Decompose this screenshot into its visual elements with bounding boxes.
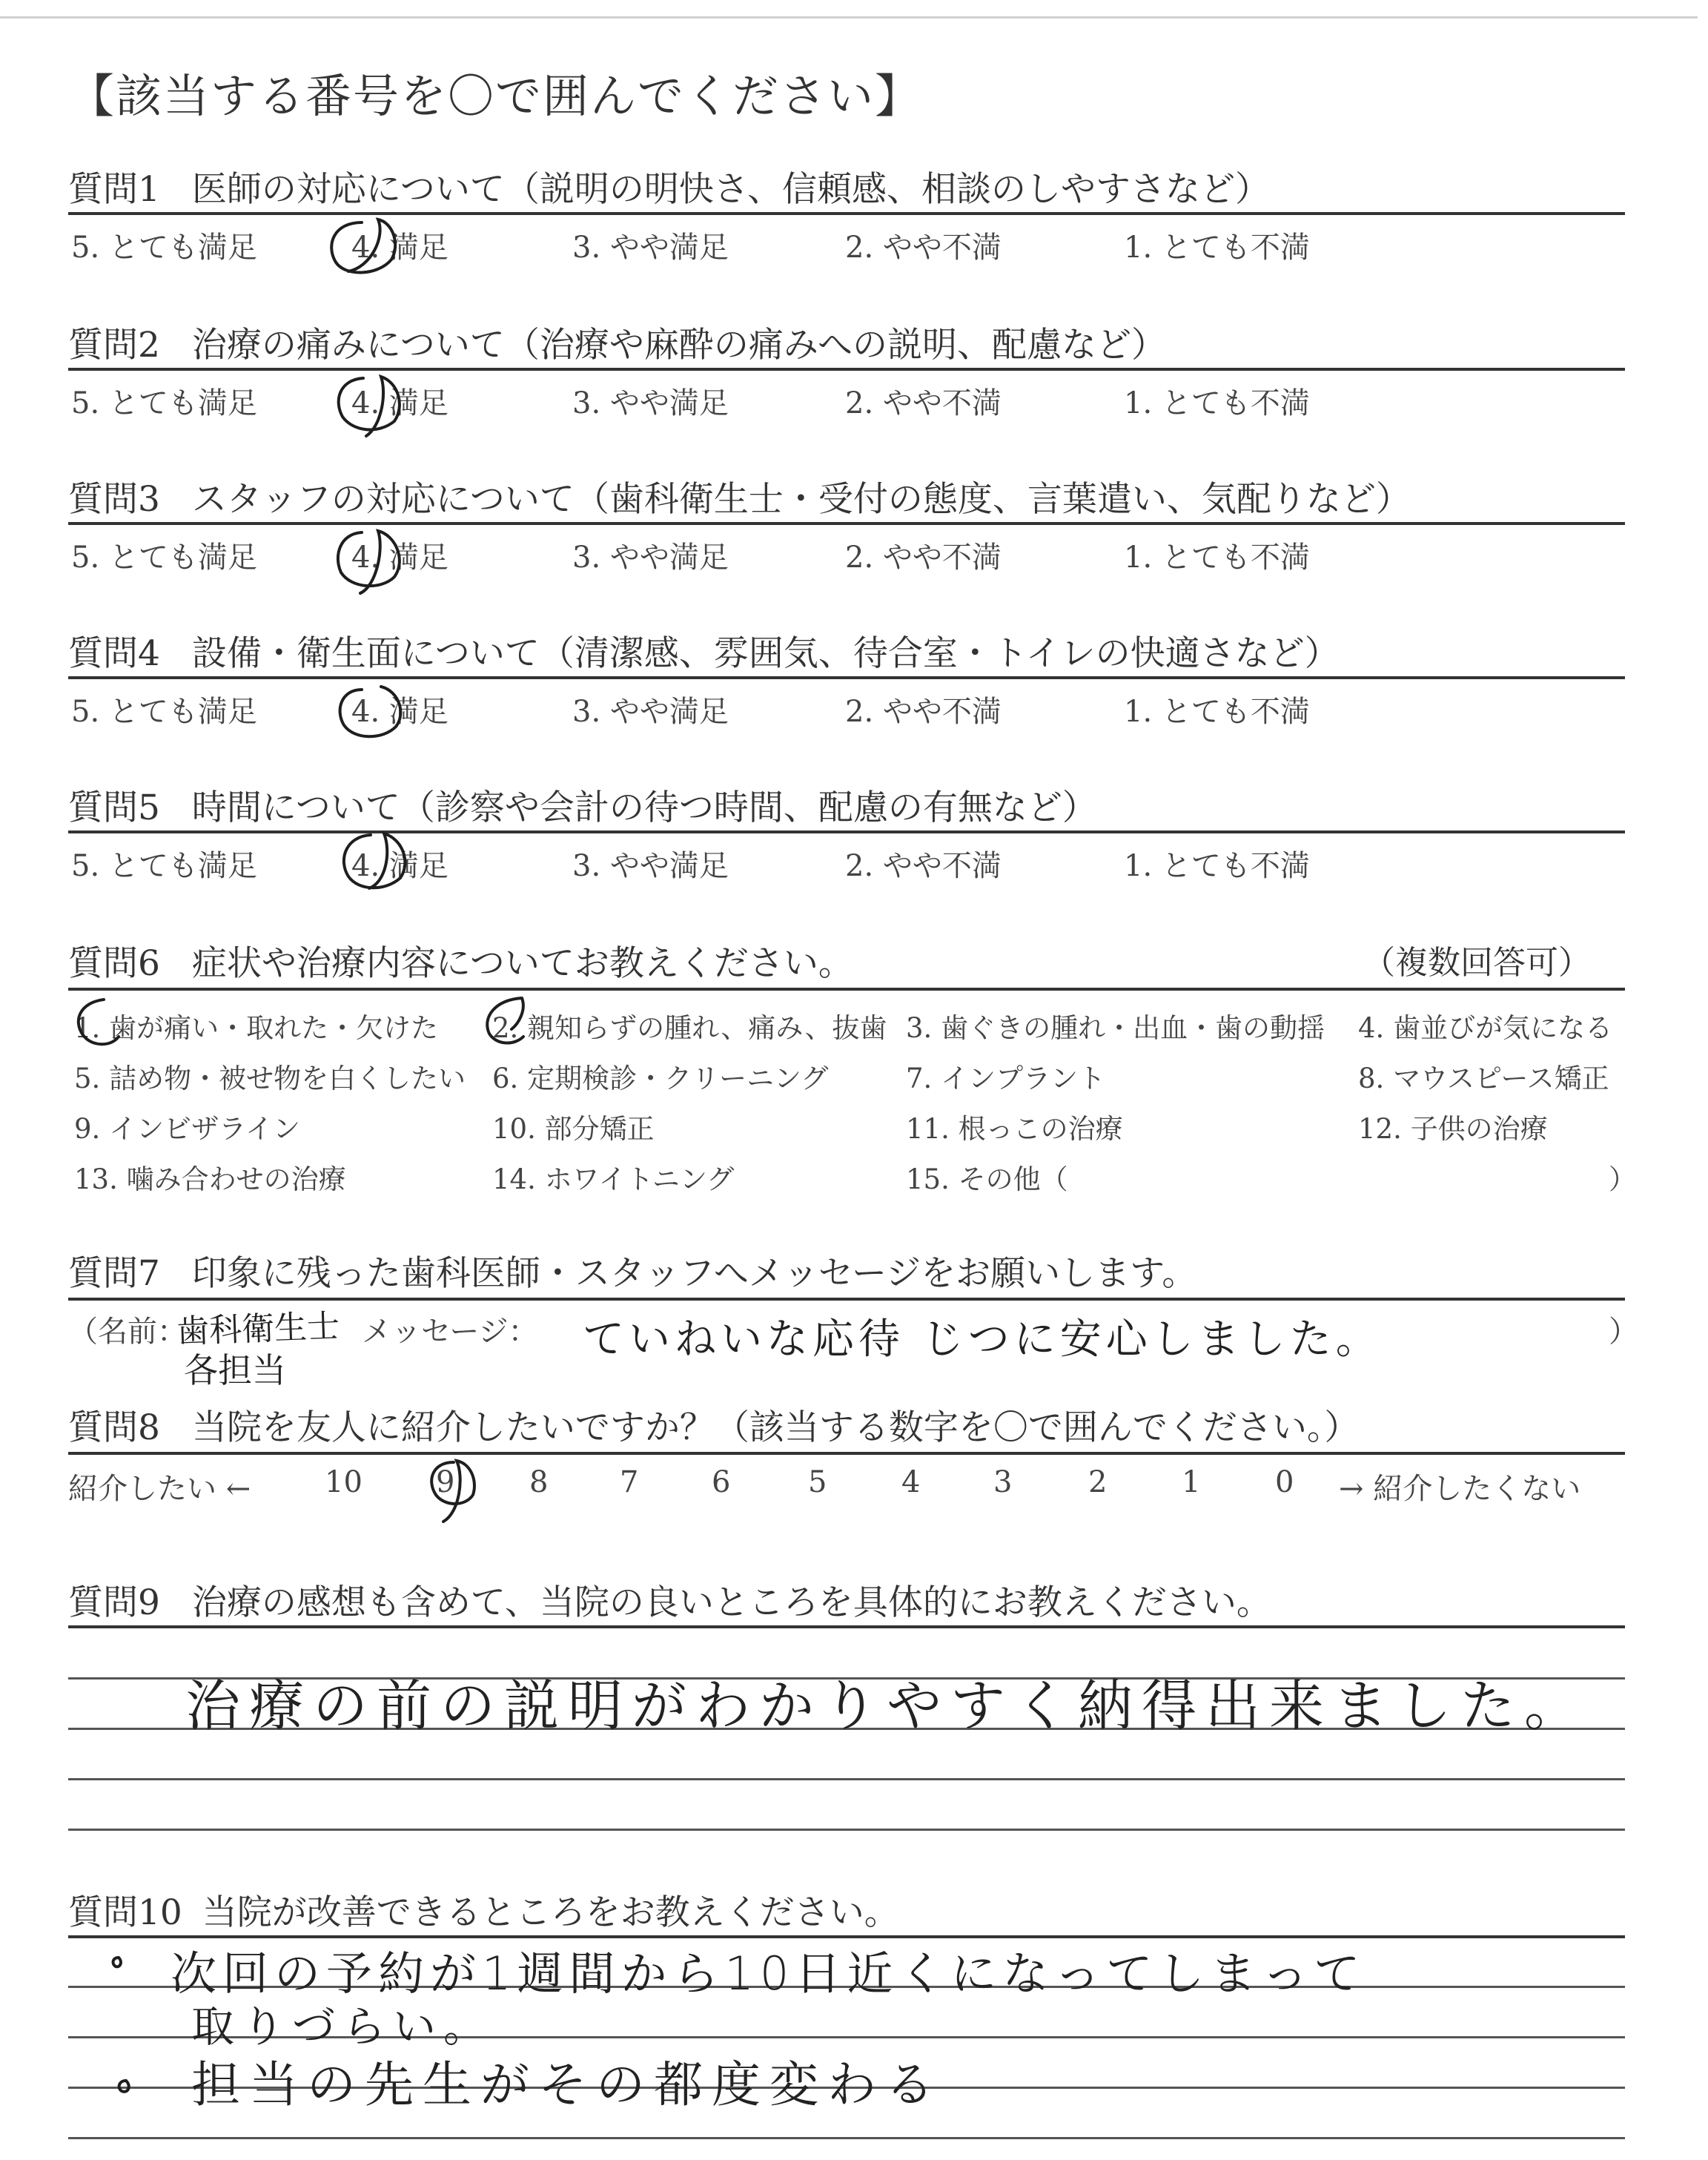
option-13[interactable]: 13. 噛み合わせの治療 <box>74 1163 346 1195</box>
rating-option-3[interactable]: 3. やや満足 <box>572 695 729 729</box>
selection-circle-q6-1 <box>79 1000 119 1044</box>
option-15[interactable]: 15. その他（ <box>906 1163 1068 1195</box>
question-text: 医師の対応について（説明の明快さ、信頼感、相談のしやすさなど） <box>191 169 1271 210</box>
rating-option-1[interactable]: 1. とても不満 <box>1124 541 1310 575</box>
selection-circle-q2 <box>339 377 400 436</box>
scale-left-label: 紹介したい ← <box>68 1472 251 1506</box>
scale-9[interactable]: 9 <box>436 1465 455 1499</box>
handwritten-answer-q10-line1[interactable]: 次回の予約が1週間から10日近くになってしまって <box>171 1946 1366 2001</box>
question-label: 質問1 <box>68 169 160 210</box>
scale-6[interactable]: 6 <box>712 1465 731 1499</box>
rating-option-3[interactable]: 3. やや満足 <box>572 231 729 265</box>
option-4[interactable]: 4. 歯並びが気になる <box>1358 1012 1613 1044</box>
message-close: ） <box>1609 1315 1638 1349</box>
message-label: メッセージ： <box>362 1315 538 1349</box>
rating-option-2[interactable]: 2. やや不満 <box>845 695 1002 729</box>
option-1[interactable]: 1. 歯が痛い・取れた・欠けた <box>74 1012 439 1044</box>
rating-option-1[interactable]: 1. とても不満 <box>1124 849 1310 883</box>
rating-option-5[interactable]: 5. とても満足 <box>71 849 257 883</box>
scale-7[interactable]: 7 <box>620 1465 639 1499</box>
rating-option-2[interactable]: 2. やや不満 <box>845 386 1002 420</box>
rating-option-2[interactable]: 2. やや不満 <box>845 231 1002 265</box>
question-label: 質問7 <box>68 1253 160 1294</box>
option-10[interactable]: 10. 部分矯正 <box>492 1113 655 1145</box>
option-14[interactable]: 14. ホワイトニング <box>492 1163 735 1195</box>
rating-option-5[interactable]: 5. とても満足 <box>71 386 257 420</box>
selection-circle-q6-2 <box>487 998 523 1043</box>
question-label: 質問2 <box>68 325 160 366</box>
scale-0[interactable]: 0 <box>1275 1465 1294 1499</box>
handwritten-name-2[interactable]: 各担当 <box>184 1350 286 1390</box>
question-label: 質問5 <box>68 787 160 828</box>
question-text: 当院が改善できるところをお教えください。 <box>202 1892 899 1933</box>
rating-option-2[interactable]: 2. やや不満 <box>845 541 1002 575</box>
scale-right-label: → 紹介したくない <box>1339 1472 1581 1506</box>
rating-option-5[interactable]: 5. とても満足 <box>71 231 257 265</box>
rating-option-4[interactable]: 4. 満足 <box>351 231 448 265</box>
question-text: 症状や治療内容についてお教えください。 <box>191 943 853 984</box>
page-title: 【該当する番号を〇で囲んでください】 <box>68 69 923 123</box>
question-label: 質問8 <box>68 1407 160 1448</box>
question-text: 印象に残った歯科医師・スタッフへメッセージをお願いします。 <box>191 1253 1197 1294</box>
rating-option-1[interactable]: 1. とても不満 <box>1124 231 1310 265</box>
handwritten-answer-q10-line3[interactable]: 担当の先生がその都度変わる <box>191 2056 943 2113</box>
q10-bullet-1 <box>113 1958 121 1966</box>
q10-bullet-2 <box>119 2081 129 2092</box>
rating-option-1[interactable]: 1. とても不満 <box>1124 386 1310 420</box>
scale-8[interactable]: 8 <box>529 1465 549 1499</box>
question-label: 質問9 <box>68 1582 160 1623</box>
rating-option-4[interactable]: 4. 満足 <box>351 541 448 575</box>
option-15-close: ） <box>1609 1163 1636 1195</box>
scale-10[interactable]: 10 <box>325 1465 363 1499</box>
handwritten-answer-q9[interactable]: 治療の前の説明がわかりやすく納得出来ました。 <box>185 1674 1588 1738</box>
rating-option-5[interactable]: 5. とても満足 <box>71 695 257 729</box>
option-11[interactable]: 11. 根っこの治療 <box>906 1113 1123 1145</box>
rating-option-3[interactable]: 3. やや満足 <box>572 541 729 575</box>
scale-4[interactable]: 4 <box>901 1465 921 1499</box>
handwritten-answer-q10-line2[interactable]: 取りづらい。 <box>191 2001 494 2052</box>
question-text: 治療の痛みについて（治療や麻酔の痛みへの説明、配慮など） <box>191 325 1166 366</box>
rating-option-4[interactable]: 4. 満足 <box>351 386 448 420</box>
question-text: 時間について（診察や会計の待つ時間、配慮の有無など） <box>191 787 1097 828</box>
multiple-answers-note: （複数回答可） <box>1363 944 1591 982</box>
question-label: 質問10 <box>68 1892 182 1933</box>
rating-option-5[interactable]: 5. とても満足 <box>71 541 257 575</box>
rating-option-2[interactable]: 2. やや不満 <box>845 849 1002 883</box>
question-text: 設備・衛生面について（清潔感、雰囲気、待合室・トイレの快適さなど） <box>191 633 1340 674</box>
rating-option-3[interactable]: 3. やや満足 <box>572 386 729 420</box>
option-7[interactable]: 7. インプラント <box>906 1063 1106 1094</box>
name-label: （名前： <box>68 1315 187 1349</box>
option-8[interactable]: 8. マウスピース矯正 <box>1358 1063 1609 1094</box>
scale-1[interactable]: 1 <box>1182 1465 1201 1499</box>
question-text: スタッフの対応について（歯科衛生士・受付の態度、言葉遣い、気配りなど） <box>191 479 1411 520</box>
question-label: 質問4 <box>68 633 160 674</box>
selection-circle-q3 <box>338 531 400 593</box>
handwritten-message[interactable]: ていねいな応待 じつに安心しました。 <box>583 1315 1382 1364</box>
option-5[interactable]: 5. 詰め物・被せ物を白くしたい <box>74 1063 466 1094</box>
option-6[interactable]: 6. 定期検診・クリーニング <box>492 1063 829 1094</box>
rating-option-1[interactable]: 1. とても不満 <box>1124 695 1310 729</box>
option-2[interactable]: 2. 親知らずの腫れ、痛み、抜歯 <box>492 1012 887 1044</box>
scale-2[interactable]: 2 <box>1088 1465 1108 1499</box>
option-9[interactable]: 9. インビザライン <box>74 1113 300 1145</box>
question-text: 治療の感想も含めて、当院の良いところを具体的にお教えください。 <box>191 1582 1271 1623</box>
selection-circle-q4 <box>340 687 401 736</box>
selection-circle-q1 <box>331 219 395 273</box>
rating-option-4[interactable]: 4. 満足 <box>351 849 448 883</box>
handwritten-name-1[interactable]: 歯科衛生士 <box>176 1307 340 1351</box>
question-text: 当院を友人に紹介したいですか？（該当する数字を〇で囲んでください。） <box>191 1407 1360 1448</box>
selection-circle-q5 <box>344 833 405 888</box>
rating-option-4[interactable]: 4. 満足 <box>351 695 448 729</box>
scale-5[interactable]: 5 <box>808 1465 827 1499</box>
question-label: 質問3 <box>68 479 160 520</box>
question-label: 質問6 <box>68 943 160 984</box>
scale-3[interactable]: 3 <box>993 1465 1013 1499</box>
option-3[interactable]: 3. 歯ぐきの腫れ・出血・歯の動揺 <box>906 1012 1325 1044</box>
selection-circle-q8 <box>431 1461 474 1522</box>
option-12[interactable]: 12. 子供の治療 <box>1358 1113 1548 1145</box>
rating-option-3[interactable]: 3. やや満足 <box>572 849 729 883</box>
